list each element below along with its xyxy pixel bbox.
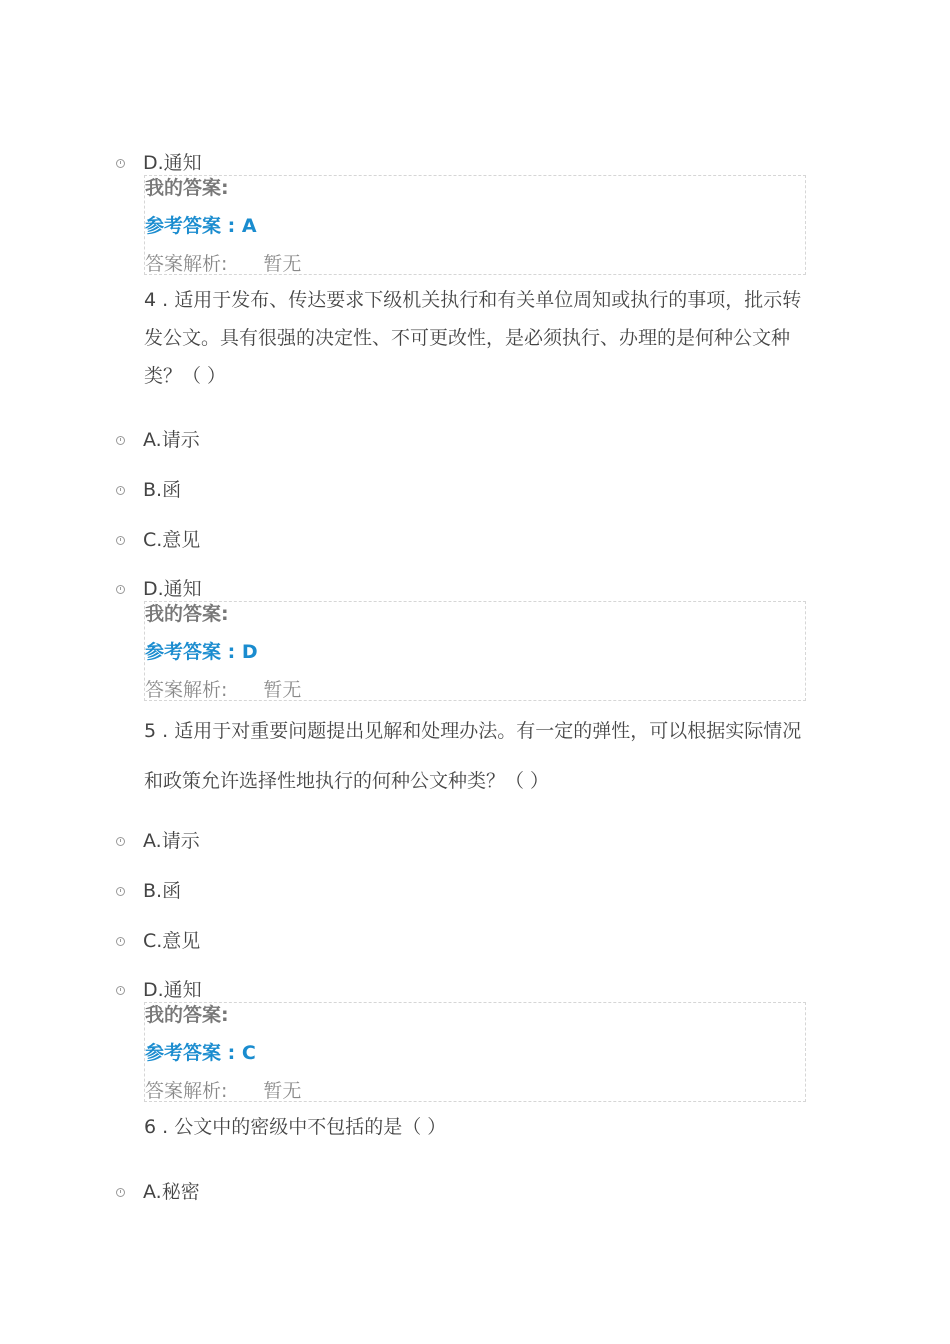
reference-answer: 参考答案 : D [145,641,258,663]
option-label: D.通知 [143,577,202,600]
radio-button-icon[interactable] [116,937,125,946]
radio-button-icon[interactable] [116,436,125,445]
question-text: 4 . 适用于发布、传达要求下级机关执行和有关单位周知或执行的事项，批示转发公文。具有很强的决定性、不可更改性，是必须执行、办理的是何种公文种类？（ ） [144,289,802,387]
radio-button-icon[interactable] [116,159,125,168]
my-answer-label: 我的答案: [145,1004,229,1026]
option-item[interactable] [116,148,202,174]
option-label: A.秘密 [143,1180,200,1203]
option-label: B.函 [143,879,182,902]
option-item[interactable] [116,475,181,501]
analysis-value: 暂无 [263,679,302,701]
answer-analysis: 答案解析: 暂无 [145,679,302,701]
radio-button-icon[interactable] [116,837,125,846]
answer-box [144,1002,806,1102]
reference-answer: 参考答案 : A [145,215,257,237]
option-item[interactable] [116,826,200,852]
radio-button-icon[interactable] [116,887,125,896]
my-answer-label: 我的答案: [145,603,229,625]
option-label: D.通知 [143,151,202,174]
reference-answer-value: D [241,641,258,663]
option-item[interactable] [116,1177,200,1203]
option-label: A.请示 [143,428,200,451]
option-item[interactable] [116,975,202,1001]
option-label: C.意见 [143,528,201,551]
radio-button-icon[interactable] [116,486,125,495]
option-label: C.意见 [143,929,201,952]
option-item[interactable] [116,574,202,600]
answer-analysis: 答案解析: 暂无 [145,253,302,275]
radio-button-icon[interactable] [116,986,125,995]
option-item[interactable] [116,926,200,952]
option-item[interactable] [116,525,200,551]
question-text: 5 . 适用于对重要问题提出见解和处理办法。有一定的弹性，可以根据实际情况和政策允许选择性地执行的何种公文种类？（ ） [144,720,802,792]
analysis-value: 暂无 [263,1080,302,1102]
option-item[interactable] [116,876,181,902]
my-answer-label: 我的答案: [145,177,229,199]
option-label: A.请示 [143,829,200,852]
analysis-value: 暂无 [263,253,302,275]
reference-answer-value: A [241,215,257,237]
option-label: D.通知 [143,978,202,1001]
radio-button-icon[interactable] [116,1188,125,1197]
radio-button-icon[interactable] [116,585,125,594]
question-text: 6 . 公文中的密级中不包括的是（ ） [144,1116,447,1138]
answer-box [144,601,806,701]
reference-answer-value: C [241,1042,256,1064]
option-item[interactable] [116,425,200,451]
reference-answer: 参考答案 : C [145,1042,256,1064]
answer-box [144,175,806,275]
answer-analysis: 答案解析: 暂无 [145,1080,302,1102]
option-label: B.函 [143,478,182,501]
radio-button-icon[interactable] [116,536,125,545]
